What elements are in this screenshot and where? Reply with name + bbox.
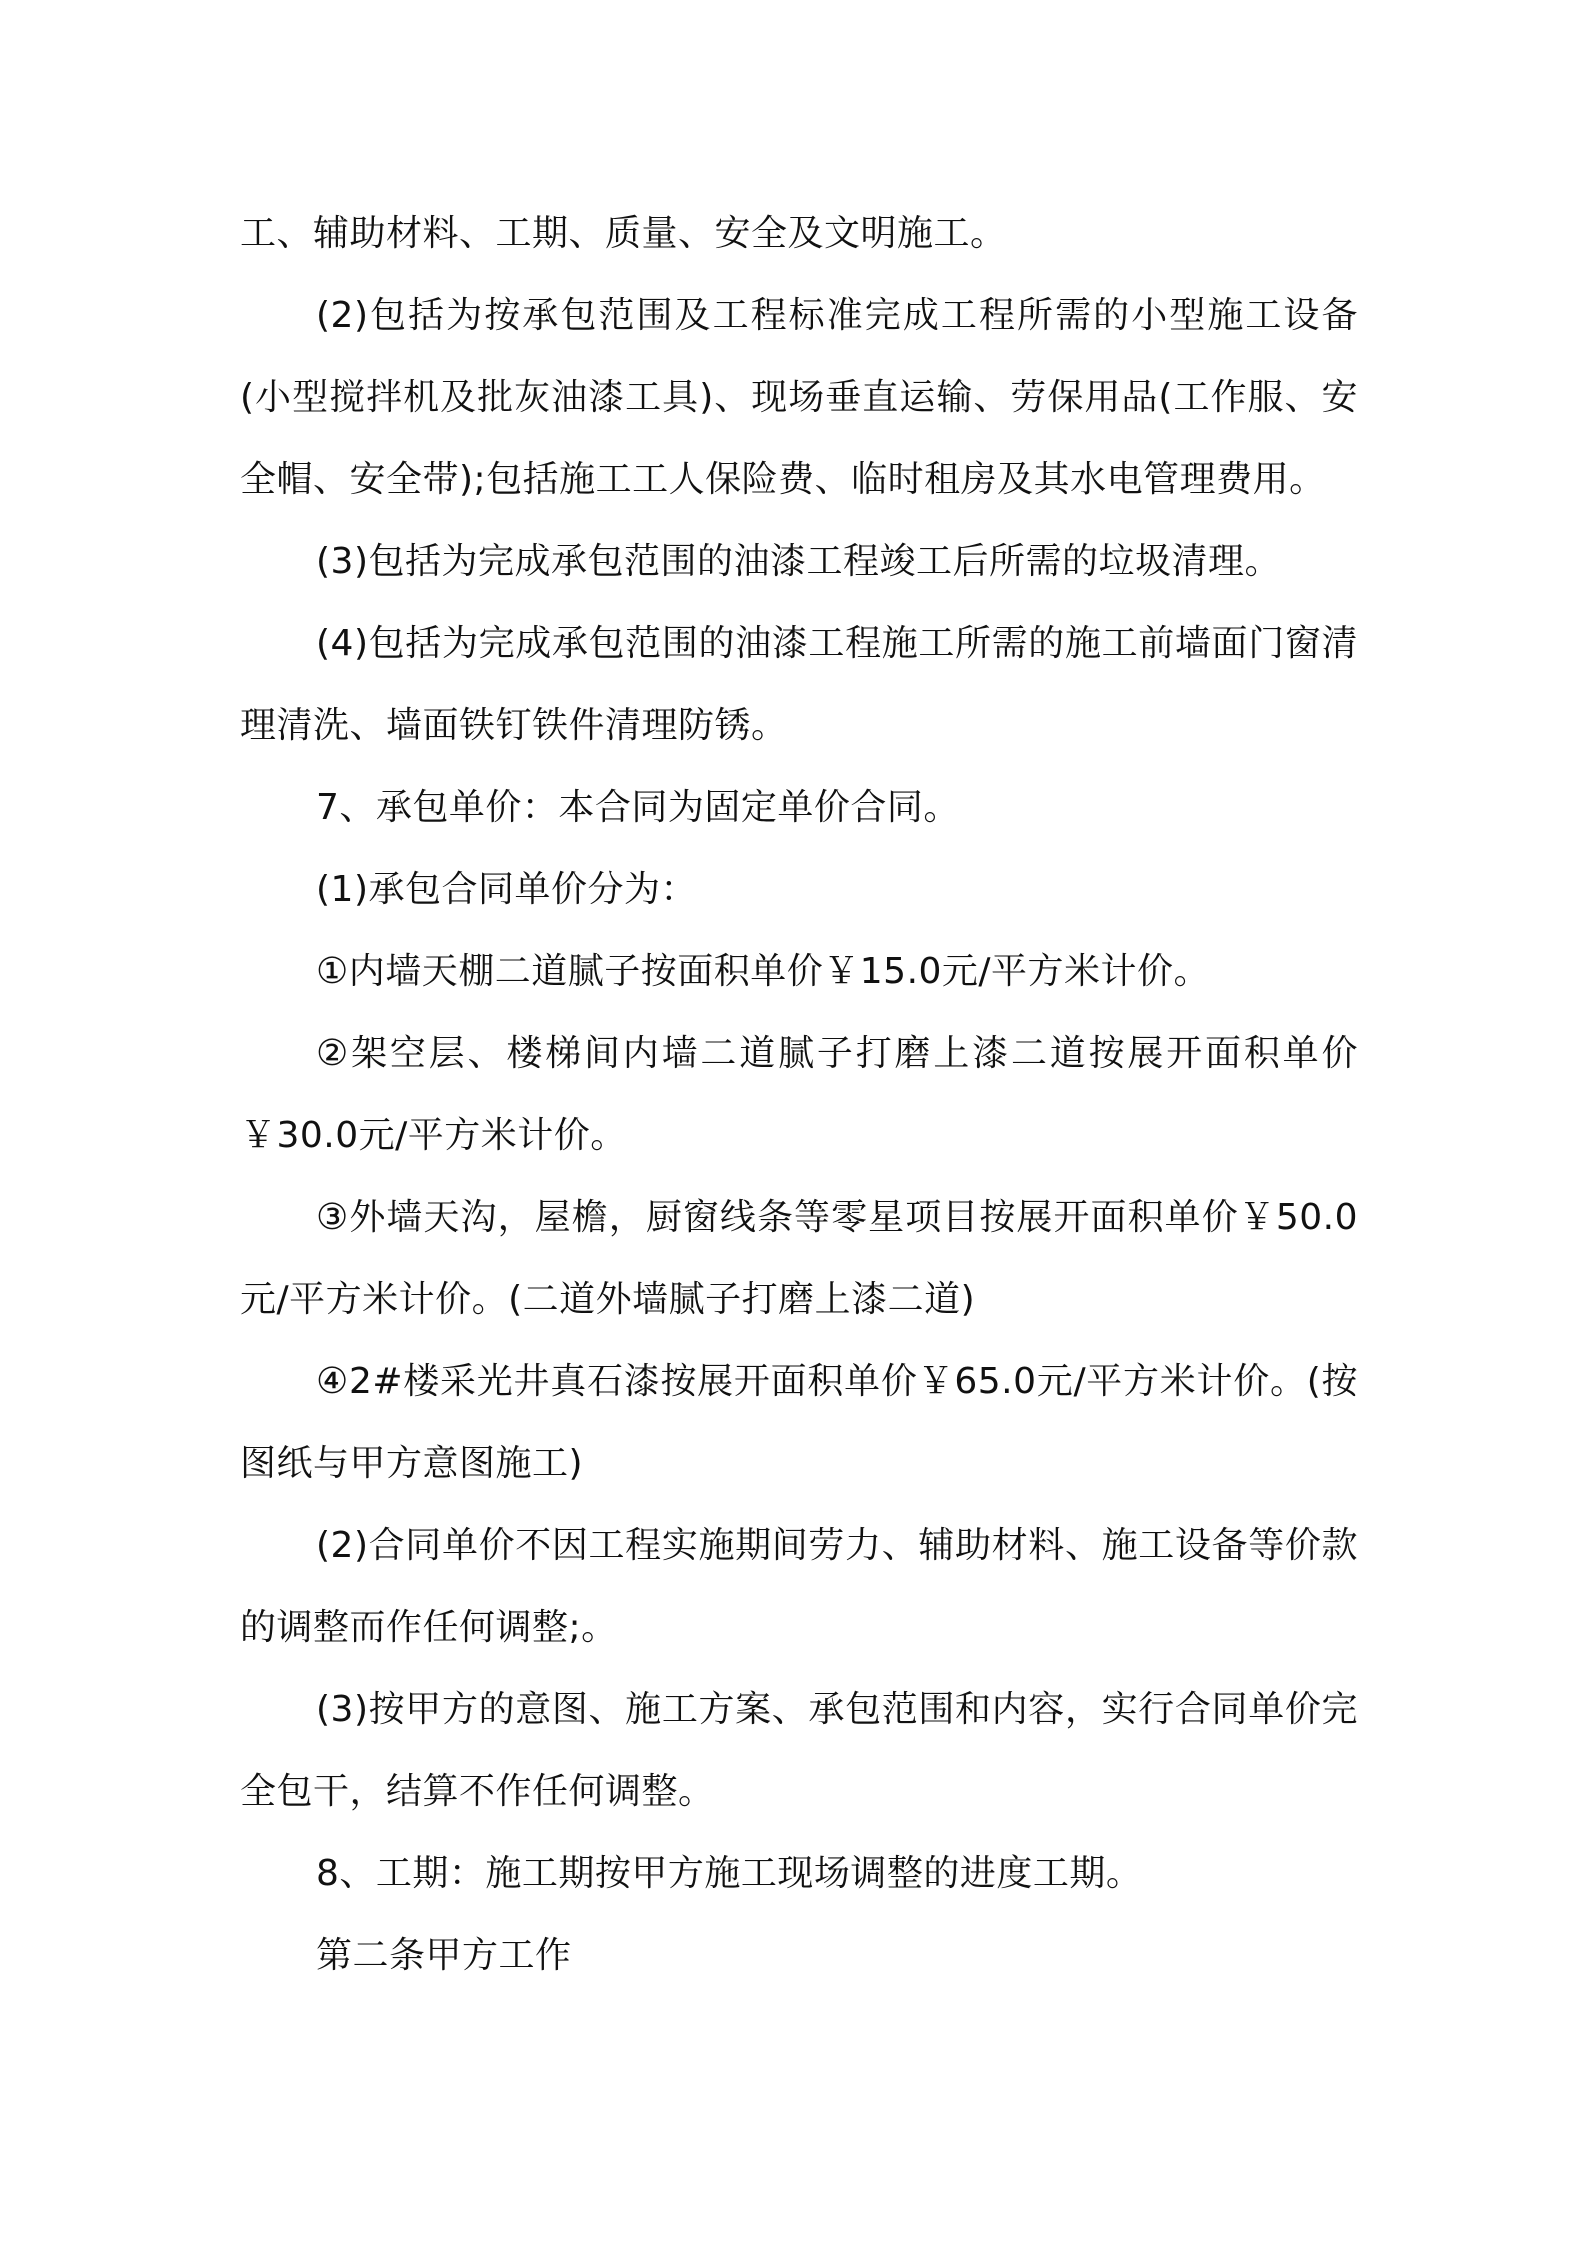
paragraph-materials-schedule: 工、辅助材料、工期、质量、安全及文明施工。 [240, 213, 1007, 254]
paragraph-price-item-4: ④2#楼采光井真石漆按展开面积单价￥65.0元/平方米计价。(按图纸与甲方意图施工) [240, 1361, 1358, 1484]
paragraph-section-8-schedule: 8、工期：施工期按甲方施工现场调整的进度工期。 [316, 1853, 1143, 1894]
paragraph-price-item-1: ①内墙天棚二道腻子按面积单价￥15.0元/平方米计价。 [316, 951, 1211, 992]
paragraph-price-item-3: ③外墙天沟，屋檐，厨窗线条等零星项目按展开面积单价￥50.0元/平方米计价。(二道外墙腻子打磨上漆二道) [240, 1197, 1358, 1320]
paragraph-clause-2-equipment: (2)包括为按承包范围及工程标准完成工程所需的小型施工设备(小型搅拌机及批灰油漆工具)、现场垂直运输、劳保用品(工作服、安全帽、安全带);包括施工工人保险费、临时租房及其水电管理费用。 [240, 295, 1358, 500]
document-body [240, 193, 1358, 1997]
paragraph-clause-3-cleanup: (3)包括为完成承包范围的油漆工程竣工后所需的垃圾清理。 [316, 541, 1281, 582]
paragraph-clause-4-wall-prep: (4)包括为完成承包范围的油漆工程施工所需的施工前墙面门窗清理清洗、墙面铁钉铁件清理防锈。 [240, 623, 1358, 746]
paragraph-price-lump-sum: (3)按甲方的意图、施工方案、承包范围和内容，实行合同单价完全包干，结算不作任何调整。 [240, 1689, 1358, 1812]
paragraph-unit-price-breakdown: (1)承包合同单价分为： [316, 869, 697, 910]
paragraph-price-no-adjustment: (2)合同单价不因工程实施期间劳力、辅助材料、施工设备等价款的调整而作任何调整;。 [240, 1525, 1358, 1648]
paragraph-price-item-2: ②架空层、楼梯间内墙二道腻子打磨上漆二道按展开面积单价￥30.0元/平方米计价。 [240, 1033, 1358, 1156]
paragraph-section-7-unit-price: 7、承包单价：本合同为固定单价合同。 [316, 787, 960, 828]
section-heading-party-a-work: 第二条甲方工作 [316, 1935, 572, 1976]
